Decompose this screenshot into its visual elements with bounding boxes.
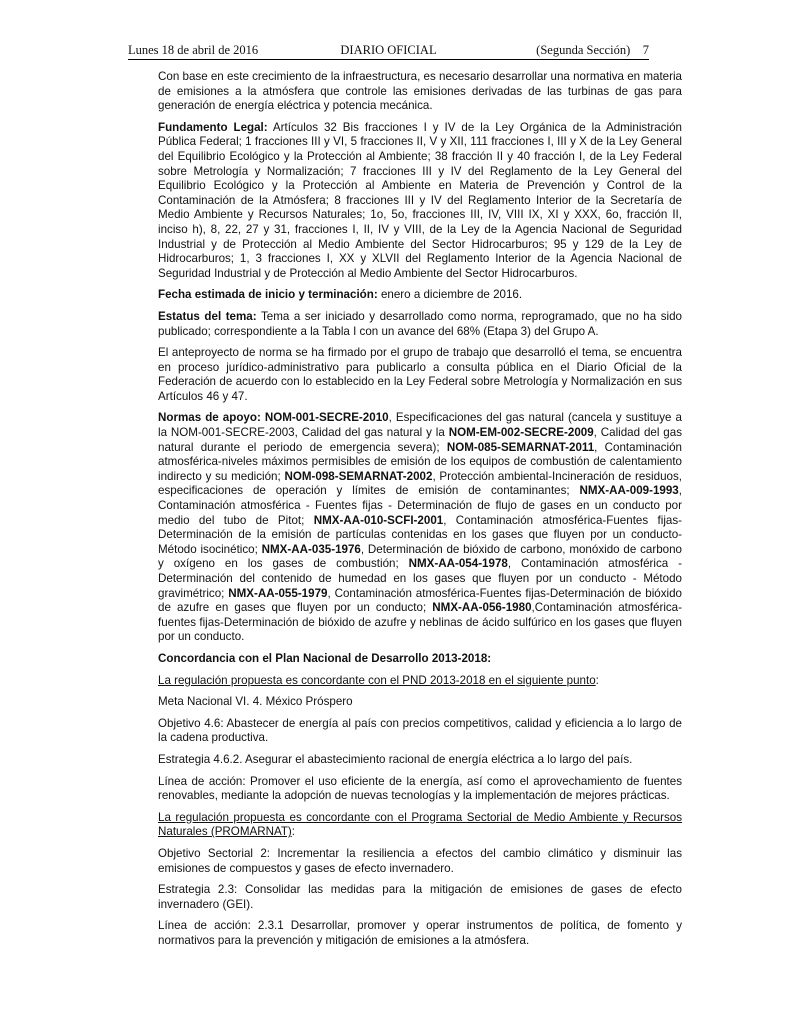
norma-code: NOM-EM-002-SECRE-2009 — [448, 426, 594, 440]
paragraph-linea-231: Línea de acción: 2.3.1 Desarrollar, promover y operar instrumentos de política, de fomento y normativos para la prevención y mitigación de emisiones a la atmósfera. — [158, 919, 682, 947]
norma-desc: ,Contaminación atmosférica-fuentes fijas-Determinación de bióxido de azufre y neblinas de ácido sulfúrico en los gases que fluyen por un conducto. — [158, 601, 682, 644]
norma-desc: , Contaminación atmosférica - Fuentes fijas - Determinación de flujo de gases en un conducto por medio del tubo de Pitot; — [158, 484, 682, 527]
norma-code: NMX-AA-054-1978 — [408, 557, 508, 571]
header-page-number: 7 — [642, 43, 649, 57]
paragraph-pnd-intro — [158, 674, 682, 689]
paragraph-objetivo: Objetivo 4.6: Abastecer de energía al país con precios competitivos, calidad y eficiencia a lo largo de la cadena productiva. — [158, 716, 682, 745]
norma-code: NMX-AA-056-1980 — [432, 601, 532, 615]
pnd-intro-colon: : — [595, 673, 599, 687]
norma-desc: , Calidad del gas natural durante el periodo de emergencia severa); — [158, 426, 682, 454]
norma-code: NMX-AA-035-1976 — [261, 542, 361, 556]
norma-desc: , Protección ambiental-Incineración de residuos, especificaciones de operación y límites de emisión de contaminantes; — [158, 469, 682, 498]
fundamento-label: Fundamento Legal: — [158, 120, 268, 134]
fecha-text: enero a diciembre de 2016. — [377, 288, 523, 302]
paragraph-anteproyecto: El anteproyecto de norma se ha firmado por el grupo de trabajo que desarrolló el tema, se encuentra en proceso jurídico-administrativo para publicarlo a consulta pública en el Diario Oficial de la Federación de acuerdo con lo establecido en la Ley Federal sobre Metrología y Normalización en sus Artículos 46 y 47. — [158, 346, 682, 403]
estatus-text: Tema a ser iniciado y desarrollado como norma, reprogramado, que no ha sido publicado; correspondiente a la Tabla I con un avance del 68% (Etapa 3) del Grupo A. — [158, 309, 683, 338]
header-section-label: (Segunda Sección) — [536, 43, 631, 57]
header-section — [536, 43, 649, 58]
header-date: Lunes 18 de abril de 2016 — [128, 43, 259, 57]
norma-desc: , Especificaciones del gas natural (cancela y sustituye a la NOM-001-SECRE-2003, Calidad del gas natural y la — [158, 411, 682, 440]
paragraph-intro: Con base en este crecimiento de la infraestructura, es necesario desarrollar una normativa en materia de emisiones a la atmósfera que controle las emisiones derivadas de las turbinas de gas para generación de energía eléctrica y potencia mecánica. — [158, 70, 682, 113]
norma-desc: , Contaminación atmosférica - Determinación del contenido de humedad en los gases que fluyen por un conducto - Método gravimétrico; — [158, 557, 682, 600]
norma-desc: , Contaminación atmosférica-Fuentes fijas-Determinación de bióxido de azufre en gases que fluyen por un conducto; — [158, 586, 682, 615]
paragraph-fundamento-legal — [158, 121, 682, 282]
concordancia-heading — [158, 652, 682, 667]
page-header — [128, 43, 649, 60]
norma-code: NOM-001-SECRE-2010 — [264, 411, 389, 425]
paragraph-normas — [158, 411, 682, 645]
norma-desc: , Contaminación atmosférica-Fuentes fijas-Determinación de la emisión de partículas contenidas en los gases que fluyen por un conducto-Método isocinético; — [158, 513, 682, 556]
norma-desc: , Determinación de bióxido de carbono, monóxido de carbono y oxígeno en los gases de combustión; — [158, 542, 683, 571]
normas-label: Normas de apoyo: — [158, 411, 261, 425]
paragraph-objetivo-sectorial: Objetivo Sectorial 2: Incrementar la resiliencia a efectos del cambio climático y disminuir las emisiones de compuestos y gases de efecto invernadero. — [158, 846, 682, 875]
paragraph-promarnat-intro — [158, 811, 682, 840]
fecha-label: Fecha estimada de inicio y terminación: — [158, 288, 378, 302]
norma-code: NOM-085-SEMARNAT-2011 — [446, 440, 595, 454]
paragraph-estrategia-23: Estrategia 2.3: Consolidar las medidas para la mitigación de emisiones de gases de efecto invernadero (GEI). — [158, 883, 682, 911]
norma-code: NMX-AA-009-1993 — [579, 484, 679, 498]
norma-code: NMX-AA-010-SCFI-2001 — [313, 513, 444, 527]
norma-code: NMX-AA-055-1979 — [228, 586, 328, 600]
paragraph-estatus — [158, 310, 682, 339]
norma-desc: , Contaminación atmosférica-niveles máximos permisibles de emisión de los equipos de combustión de calentamiento indirecto y su medición; — [158, 440, 682, 483]
fundamento-text: Artículos 32 Bis fracciones I y IV de la Ley Orgánica de la Administración Pública Federal; 1 fracciones III y VI, 5 fracciones II, V y XII, 111 fracciones I, III y X de la Ley General del Equilibrio Ecológico y la Protección al Ambiente; 38 fracción II y 40 fracción I, de la Ley Federal sobre Metrología y Normalización; 7 fracciones III y IV del Reglamento de la Ley General del Equilibrio Ecológico y la Protección al Ambiente en Materia de Prevención y Control de la Contaminación de la Atmósfera; 8 fracciones III y IV del Reglamento Interior de la Secretaría de Medio Ambiente y Recursos Naturales; 1o, 5o, fracciones III, IV, VIII IX, XI y XXX, 6o, fracción II, inciso h), 8, 22, 27 y 31, fracciones I, II, IV y VIII, de la Ley de la Agencia Nacional de Seguridad Industrial y de Protección al Medio Ambiente del Sector Hidrocarburos; 95 y 129 de la Ley de Hidrocarburos; 1, 3 fracciones I, XX y XLVII del Reglamento Interior de la Agencia Nacional de Seguridad Industrial y de Protección al Medio Ambiente del Sector Hidrocarburos. — [158, 120, 682, 280]
header-title: DIARIO OFICIAL — [340, 43, 437, 57]
promarnat-intro-colon: : — [291, 825, 296, 839]
norma-code: NOM-098-SEMARNAT-2002 — [284, 469, 433, 483]
paragraph-linea-accion: Línea de acción: Promover el uso eficiente de la energía, así como el aprovechamiento de fuentes renovables, mediante la adopción de nuevas tecnologías y la implementación de mejores prácticas. — [158, 774, 682, 803]
paragraph-estrategia: Estrategia 4.6.2. Asegurar el abastecimiento racional de energía eléctrica a lo largo del país. — [158, 752, 633, 766]
promarnat-intro-text: La regulación propuesta es concordante con el Programa Sectorial de Medio Ambiente y Recursos Naturales (PROMARNAT) — [158, 810, 682, 839]
paragraph-meta: Meta Nacional VI. 4. México Próspero — [158, 695, 353, 709]
concordancia-title: Concordancia con el Plan Nacional de Desarrollo 2013-2018: — [158, 651, 492, 665]
document-body — [158, 70, 682, 955]
paragraph-fecha — [158, 288, 682, 303]
pnd-intro-text: La regulación propuesta es concordante con el PND 2013-2018 en el siguiente punto — [158, 673, 596, 687]
estatus-label: Estatus del tema: — [158, 309, 257, 323]
